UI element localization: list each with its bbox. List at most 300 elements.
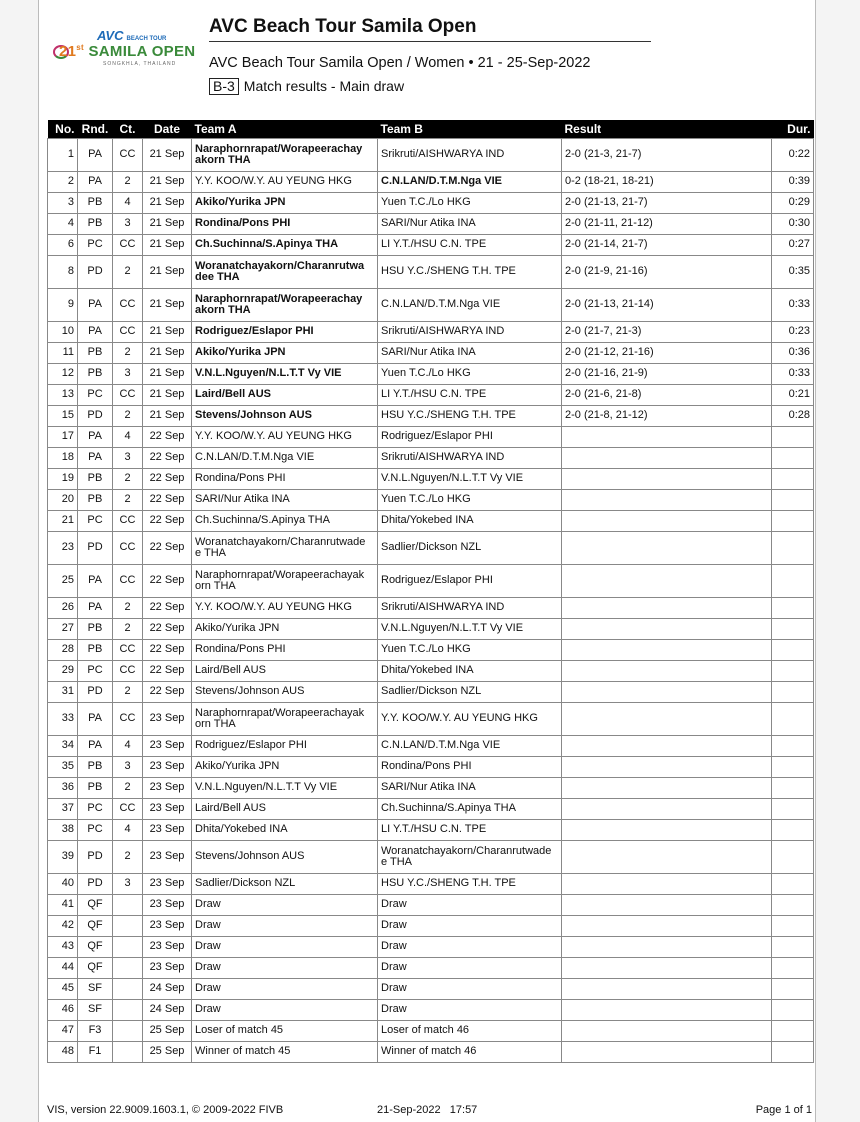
cell-round: PC: [78, 799, 113, 820]
cell-round: PA: [78, 448, 113, 469]
cell-duration: [772, 565, 814, 598]
cell-match-no: 34: [48, 736, 78, 757]
cell-result: [562, 820, 772, 841]
cell-date: 22 Sep: [143, 448, 192, 469]
cell-round: PA: [78, 598, 113, 619]
cell-round: PA: [78, 427, 113, 448]
cell-team-a: Winner of match 45: [192, 1042, 378, 1063]
cell-result: 2-0 (21-12, 21-16): [562, 343, 772, 364]
cell-court: 2: [113, 778, 143, 799]
event-subtitle: AVC Beach Tour Samila Open / Women • 21 - 25-Sep-2022: [209, 55, 591, 71]
cell-team-a: Draw: [192, 1000, 378, 1021]
cell-date: 23 Sep: [143, 841, 192, 874]
cell-team-a: Akiko/Yurika JPN: [192, 193, 378, 214]
cell-match-no: 13: [48, 385, 78, 406]
cell-team-b: Yuen T.C./Lo HKG: [378, 364, 562, 385]
table-row: [48, 427, 814, 448]
cell-date: 23 Sep: [143, 757, 192, 778]
table-row: [48, 214, 814, 235]
cell-result: [562, 916, 772, 937]
section-heading: [209, 78, 404, 95]
cell-round: F3: [78, 1021, 113, 1042]
cell-team-b: Rodriguez/Eslapor PHI: [378, 565, 562, 598]
cell-court: 3: [113, 874, 143, 895]
cell-round: PC: [78, 235, 113, 256]
cell-date: 22 Sep: [143, 619, 192, 640]
section-title: Match results - Main draw: [243, 78, 405, 94]
cell-duration: [772, 640, 814, 661]
cell-team-b: V.N.L.Nguyen/N.L.T.T Vy VIE: [378, 619, 562, 640]
cell-round: PA: [78, 289, 113, 322]
cell-court: CC: [113, 661, 143, 682]
cell-court: [113, 1042, 143, 1063]
cell-team-b: LI Y.T./HSU C.N. TPE: [378, 385, 562, 406]
cell-team-a: Dhita/Yokebed INA: [192, 820, 378, 841]
cell-court: 4: [113, 736, 143, 757]
results-page: [38, 0, 816, 1122]
cell-match-no: 33: [48, 703, 78, 736]
cell-duration: [772, 427, 814, 448]
cell-date: 23 Sep: [143, 799, 192, 820]
table-row: [48, 139, 814, 172]
table-row: [48, 916, 814, 937]
cell-team-a: Naraphornrapat/Worapeerachay akorn THA: [192, 139, 378, 172]
cell-duration: [772, 778, 814, 799]
cell-team-a: Y.Y. KOO/W.Y. AU YEUNG HKG: [192, 598, 378, 619]
cell-court: 3: [113, 364, 143, 385]
cell-result: [562, 565, 772, 598]
cell-date: 23 Sep: [143, 937, 192, 958]
cell-duration: 0:33: [772, 289, 814, 322]
col-header-date: Date: [143, 120, 192, 139]
cell-court: 3: [113, 448, 143, 469]
cell-result: [562, 757, 772, 778]
cell-result: 2-0 (21-8, 21-12): [562, 406, 772, 427]
cell-result: [562, 874, 772, 895]
table-row: [48, 469, 814, 490]
cell-result: [562, 979, 772, 1000]
cell-round: PB: [78, 193, 113, 214]
cell-court: 2: [113, 406, 143, 427]
cell-team-a: Akiko/Yurika JPN: [192, 757, 378, 778]
cell-round: PC: [78, 385, 113, 406]
cell-date: 22 Sep: [143, 682, 192, 703]
cell-court: [113, 979, 143, 1000]
cell-result: [562, 598, 772, 619]
cell-round: PA: [78, 565, 113, 598]
cell-duration: [772, 532, 814, 565]
cell-date: 21 Sep: [143, 235, 192, 256]
cell-date: 21 Sep: [143, 256, 192, 289]
cell-date: 21 Sep: [143, 322, 192, 343]
cell-team-b: Draw: [378, 979, 562, 1000]
cell-match-no: 43: [48, 937, 78, 958]
cell-duration: 0:29: [772, 193, 814, 214]
cell-team-a: Woranatchayakorn/Charanrutwade e THA: [192, 532, 378, 565]
table-row: [48, 598, 814, 619]
cell-team-a: Woranatchayakorn/Charanrutwa dee THA: [192, 256, 378, 289]
cell-round: PB: [78, 343, 113, 364]
cell-team-b: Draw: [378, 1000, 562, 1021]
cell-result: 2-0 (21-11, 21-12): [562, 214, 772, 235]
cell-duration: [772, 490, 814, 511]
cell-team-b: Winner of match 46: [378, 1042, 562, 1063]
cell-result: [562, 736, 772, 757]
cell-result: [562, 427, 772, 448]
cell-duration: 0:22: [772, 139, 814, 172]
cell-team-b: Draw: [378, 958, 562, 979]
cell-team-a: Laird/Bell AUS: [192, 661, 378, 682]
cell-duration: [772, 736, 814, 757]
cell-duration: [772, 757, 814, 778]
cell-team-b: HSU Y.C./SHENG T.H. TPE: [378, 256, 562, 289]
cell-round: PD: [78, 406, 113, 427]
cell-court: 2: [113, 172, 143, 193]
cell-duration: [772, 598, 814, 619]
cell-round: QF: [78, 958, 113, 979]
cell-match-no: 4: [48, 214, 78, 235]
cell-team-a: Laird/Bell AUS: [192, 799, 378, 820]
cell-court: CC: [113, 799, 143, 820]
cell-match-no: 37: [48, 799, 78, 820]
cell-round: PB: [78, 640, 113, 661]
cell-match-no: 38: [48, 820, 78, 841]
cell-court: 2: [113, 682, 143, 703]
cell-court: [113, 958, 143, 979]
cell-round: PD: [78, 256, 113, 289]
cell-round: PC: [78, 511, 113, 532]
cell-match-no: 15: [48, 406, 78, 427]
table-row: [48, 565, 814, 598]
cell-court: CC: [113, 385, 143, 406]
cell-team-a: Draw: [192, 937, 378, 958]
cell-date: 22 Sep: [143, 598, 192, 619]
table-row: [48, 682, 814, 703]
cell-team-b: Loser of match 46: [378, 1021, 562, 1042]
cell-date: 24 Sep: [143, 979, 192, 1000]
cell-duration: 0:21: [772, 385, 814, 406]
cell-match-no: 19: [48, 469, 78, 490]
cell-duration: [772, 874, 814, 895]
table-row: [48, 511, 814, 532]
cell-date: 23 Sep: [143, 958, 192, 979]
cell-team-a: Stevens/Johnson AUS: [192, 841, 378, 874]
cell-date: 23 Sep: [143, 703, 192, 736]
cell-court: 2: [113, 619, 143, 640]
col-header-team-a: Team A: [192, 120, 378, 139]
cell-court: [113, 895, 143, 916]
cell-round: PD: [78, 841, 113, 874]
cell-match-no: 44: [48, 958, 78, 979]
table-row: [48, 799, 814, 820]
cell-team-a: Rondina/Pons PHI: [192, 469, 378, 490]
cell-date: 22 Sep: [143, 640, 192, 661]
cell-result: [562, 490, 772, 511]
cell-match-no: 23: [48, 532, 78, 565]
cell-team-b: SARI/Nur Atika INA: [378, 214, 562, 235]
cell-team-b: Woranatchayakorn/Charanrutwade e THA: [378, 841, 562, 874]
cell-round: PD: [78, 682, 113, 703]
cell-date: 22 Sep: [143, 427, 192, 448]
cell-team-a: Loser of match 45: [192, 1021, 378, 1042]
cell-match-no: 35: [48, 757, 78, 778]
cell-result: [562, 640, 772, 661]
cell-duration: [772, 619, 814, 640]
cell-date: 23 Sep: [143, 820, 192, 841]
cell-match-no: 10: [48, 322, 78, 343]
table-row: [48, 937, 814, 958]
table-row: [48, 490, 814, 511]
cell-team-a: Rodriguez/Eslapor PHI: [192, 322, 378, 343]
footer-datetime: 21-Sep-2022 17:57: [377, 1104, 478, 1116]
cell-date: 21 Sep: [143, 214, 192, 235]
cell-round: PD: [78, 874, 113, 895]
cell-duration: 0:28: [772, 406, 814, 427]
cell-team-a: Naraphornrapat/Worapeerachayak orn THA: [192, 565, 378, 598]
cell-date: 21 Sep: [143, 385, 192, 406]
cell-result: 2-0 (21-7, 21-3): [562, 322, 772, 343]
cell-result: [562, 661, 772, 682]
col-header-duration: Dur.: [772, 120, 814, 139]
cell-result: 2-0 (21-6, 21-8): [562, 385, 772, 406]
cell-duration: [772, 820, 814, 841]
cell-result: 2-0 (21-9, 21-16): [562, 256, 772, 289]
cell-result: [562, 895, 772, 916]
cell-date: 22 Sep: [143, 661, 192, 682]
cell-duration: [772, 799, 814, 820]
cell-team-a: V.N.L.Nguyen/N.L.T.T Vy VIE: [192, 364, 378, 385]
cell-result: 2-0 (21-13, 21-14): [562, 289, 772, 322]
cell-court: 4: [113, 193, 143, 214]
cell-team-b: Srikruti/AISHWARYA IND: [378, 139, 562, 172]
table-row: [48, 322, 814, 343]
cell-match-no: 25: [48, 565, 78, 598]
cell-court: [113, 916, 143, 937]
cell-round: PA: [78, 322, 113, 343]
cell-duration: 0:39: [772, 172, 814, 193]
table-row: [48, 1021, 814, 1042]
cell-duration: 0:23: [772, 322, 814, 343]
col-header-round: Rnd.: [78, 120, 113, 139]
col-header-no: No.: [48, 120, 78, 139]
table-row: [48, 1042, 814, 1063]
cell-result: [562, 958, 772, 979]
cell-duration: [772, 511, 814, 532]
cell-team-b: Sadlier/Dickson NZL: [378, 532, 562, 565]
cell-round: PB: [78, 757, 113, 778]
cell-round: PD: [78, 532, 113, 565]
cell-round: F1: [78, 1042, 113, 1063]
table-row: [48, 757, 814, 778]
cell-team-b: SARI/Nur Atika INA: [378, 343, 562, 364]
table-row: [48, 343, 814, 364]
cell-date: 22 Sep: [143, 511, 192, 532]
cell-match-no: 45: [48, 979, 78, 1000]
cell-round: PA: [78, 703, 113, 736]
cell-court: 2: [113, 343, 143, 364]
title-divider: [209, 41, 651, 42]
cell-team-b: Draw: [378, 916, 562, 937]
cell-team-b: LI Y.T./HSU C.N. TPE: [378, 235, 562, 256]
cell-court: 2: [113, 490, 143, 511]
cell-round: SF: [78, 979, 113, 1000]
cell-court: CC: [113, 322, 143, 343]
table-row: [48, 979, 814, 1000]
cell-team-a: Naraphornrapat/Worapeerachayak orn THA: [192, 703, 378, 736]
cell-team-b: HSU Y.C./SHENG T.H. TPE: [378, 406, 562, 427]
cell-duration: [772, 916, 814, 937]
cell-date: 21 Sep: [143, 139, 192, 172]
cell-team-a: Stevens/Johnson AUS: [192, 406, 378, 427]
cell-duration: 0:33: [772, 364, 814, 385]
cell-team-a: Draw: [192, 958, 378, 979]
cell-team-b: C.N.LAN/D.T.M.Nga VIE: [378, 736, 562, 757]
cell-duration: 0:27: [772, 235, 814, 256]
cell-match-no: 36: [48, 778, 78, 799]
cell-result: [562, 448, 772, 469]
cell-court: CC: [113, 139, 143, 172]
cell-court: 3: [113, 214, 143, 235]
cell-court: CC: [113, 289, 143, 322]
cell-team-b: Srikruti/AISHWARYA IND: [378, 598, 562, 619]
cell-match-no: 39: [48, 841, 78, 874]
cell-team-b: Y.Y. KOO/W.Y. AU YEUNG HKG: [378, 703, 562, 736]
cell-result: [562, 511, 772, 532]
cell-team-a: Akiko/Yurika JPN: [192, 619, 378, 640]
cell-match-no: 9: [48, 289, 78, 322]
cell-court: CC: [113, 235, 143, 256]
cell-date: 21 Sep: [143, 193, 192, 214]
cell-team-a: V.N.L.Nguyen/N.L.T.T Vy VIE: [192, 778, 378, 799]
cell-team-a: Draw: [192, 979, 378, 1000]
cell-team-a: Y.Y. KOO/W.Y. AU YEUNG HKG: [192, 172, 378, 193]
cell-court: CC: [113, 703, 143, 736]
cell-result: [562, 1021, 772, 1042]
cell-match-no: 28: [48, 640, 78, 661]
footer-page-number: Page 1 of 1: [755, 1104, 812, 1116]
cell-court: CC: [113, 511, 143, 532]
cell-round: QF: [78, 916, 113, 937]
cell-team-a: Sadlier/Dickson NZL: [192, 874, 378, 895]
cell-duration: [772, 841, 814, 874]
cell-team-a: Ch.Suchinna/S.Apinya THA: [192, 511, 378, 532]
cell-court: [113, 937, 143, 958]
cell-team-b: Draw: [378, 895, 562, 916]
cell-match-no: 26: [48, 598, 78, 619]
cell-result: [562, 469, 772, 490]
cell-team-a: Laird/Bell AUS: [192, 385, 378, 406]
cell-match-no: 2: [48, 172, 78, 193]
cell-round: QF: [78, 895, 113, 916]
table-row: [48, 895, 814, 916]
cell-match-no: 8: [48, 256, 78, 289]
table-row: [48, 820, 814, 841]
cell-match-no: 48: [48, 1042, 78, 1063]
cell-court: 2: [113, 469, 143, 490]
table-row: [48, 874, 814, 895]
cell-match-no: 41: [48, 895, 78, 916]
cell-team-b: Dhita/Yokebed INA: [378, 661, 562, 682]
cell-team-b: Yuen T.C./Lo HKG: [378, 193, 562, 214]
cell-team-b: HSU Y.C./SHENG T.H. TPE: [378, 874, 562, 895]
cell-match-no: 42: [48, 916, 78, 937]
cell-team-a: C.N.LAN/D.T.M.Nga VIE: [192, 448, 378, 469]
cell-result: [562, 532, 772, 565]
cell-match-no: 46: [48, 1000, 78, 1021]
cell-team-b: V.N.L.Nguyen/N.L.T.T Vy VIE: [378, 469, 562, 490]
cell-team-a: Stevens/Johnson AUS: [192, 682, 378, 703]
cell-match-no: 27: [48, 619, 78, 640]
cell-duration: [772, 1000, 814, 1021]
cell-result: [562, 703, 772, 736]
cell-result: [562, 1042, 772, 1063]
cell-team-a: Draw: [192, 916, 378, 937]
cell-court: 4: [113, 427, 143, 448]
cell-team-b: Srikruti/AISHWARYA IND: [378, 448, 562, 469]
table-row: [48, 958, 814, 979]
table-row: [48, 193, 814, 214]
cell-round: PB: [78, 619, 113, 640]
cell-result: 0-2 (18-21, 18-21): [562, 172, 772, 193]
cell-court: [113, 1000, 143, 1021]
cell-date: 21 Sep: [143, 289, 192, 322]
footer-version: VIS, version 22.9009.1603.1, © 2009-2022 FIVB: [47, 1104, 284, 1116]
cell-round: SF: [78, 1000, 113, 1021]
cell-duration: [772, 979, 814, 1000]
cell-match-no: 1: [48, 139, 78, 172]
cell-team-b: Rondina/Pons PHI: [378, 757, 562, 778]
cell-team-b: Srikruti/AISHWARYA IND: [378, 322, 562, 343]
cell-team-a: Rodriguez/Eslapor PHI: [192, 736, 378, 757]
cell-court: 3: [113, 757, 143, 778]
cell-match-no: 20: [48, 490, 78, 511]
table-row: [48, 640, 814, 661]
cell-round: PB: [78, 490, 113, 511]
cell-date: 23 Sep: [143, 916, 192, 937]
cell-team-b: Ch.Suchinna/S.Apinya THA: [378, 799, 562, 820]
cell-court: [113, 1021, 143, 1042]
cell-team-b: Rodriguez/Eslapor PHI: [378, 427, 562, 448]
table-row: [48, 841, 814, 874]
cell-duration: [772, 1021, 814, 1042]
cell-team-b: Dhita/Yokebed INA: [378, 511, 562, 532]
results-table: [47, 120, 814, 1063]
cell-duration: [772, 682, 814, 703]
cell-court: 4: [113, 820, 143, 841]
cell-round: PC: [78, 661, 113, 682]
cell-duration: [772, 448, 814, 469]
cell-match-no: 3: [48, 193, 78, 214]
table-row: [48, 385, 814, 406]
cell-result: [562, 682, 772, 703]
cell-date: 22 Sep: [143, 565, 192, 598]
cell-team-b: Sadlier/Dickson NZL: [378, 682, 562, 703]
cell-team-b: C.N.LAN/D.T.M.Nga VIE: [378, 289, 562, 322]
cell-round: PB: [78, 469, 113, 490]
cell-court: CC: [113, 565, 143, 598]
cell-court: CC: [113, 640, 143, 661]
cell-result: [562, 799, 772, 820]
cell-court: 2: [113, 841, 143, 874]
cell-court: 2: [113, 598, 143, 619]
cell-match-no: 31: [48, 682, 78, 703]
cell-result: 2-0 (21-13, 21-7): [562, 193, 772, 214]
cell-date: 21 Sep: [143, 172, 192, 193]
cell-match-no: 12: [48, 364, 78, 385]
cell-round: PA: [78, 172, 113, 193]
cell-duration: [772, 1042, 814, 1063]
cell-date: 25 Sep: [143, 1042, 192, 1063]
